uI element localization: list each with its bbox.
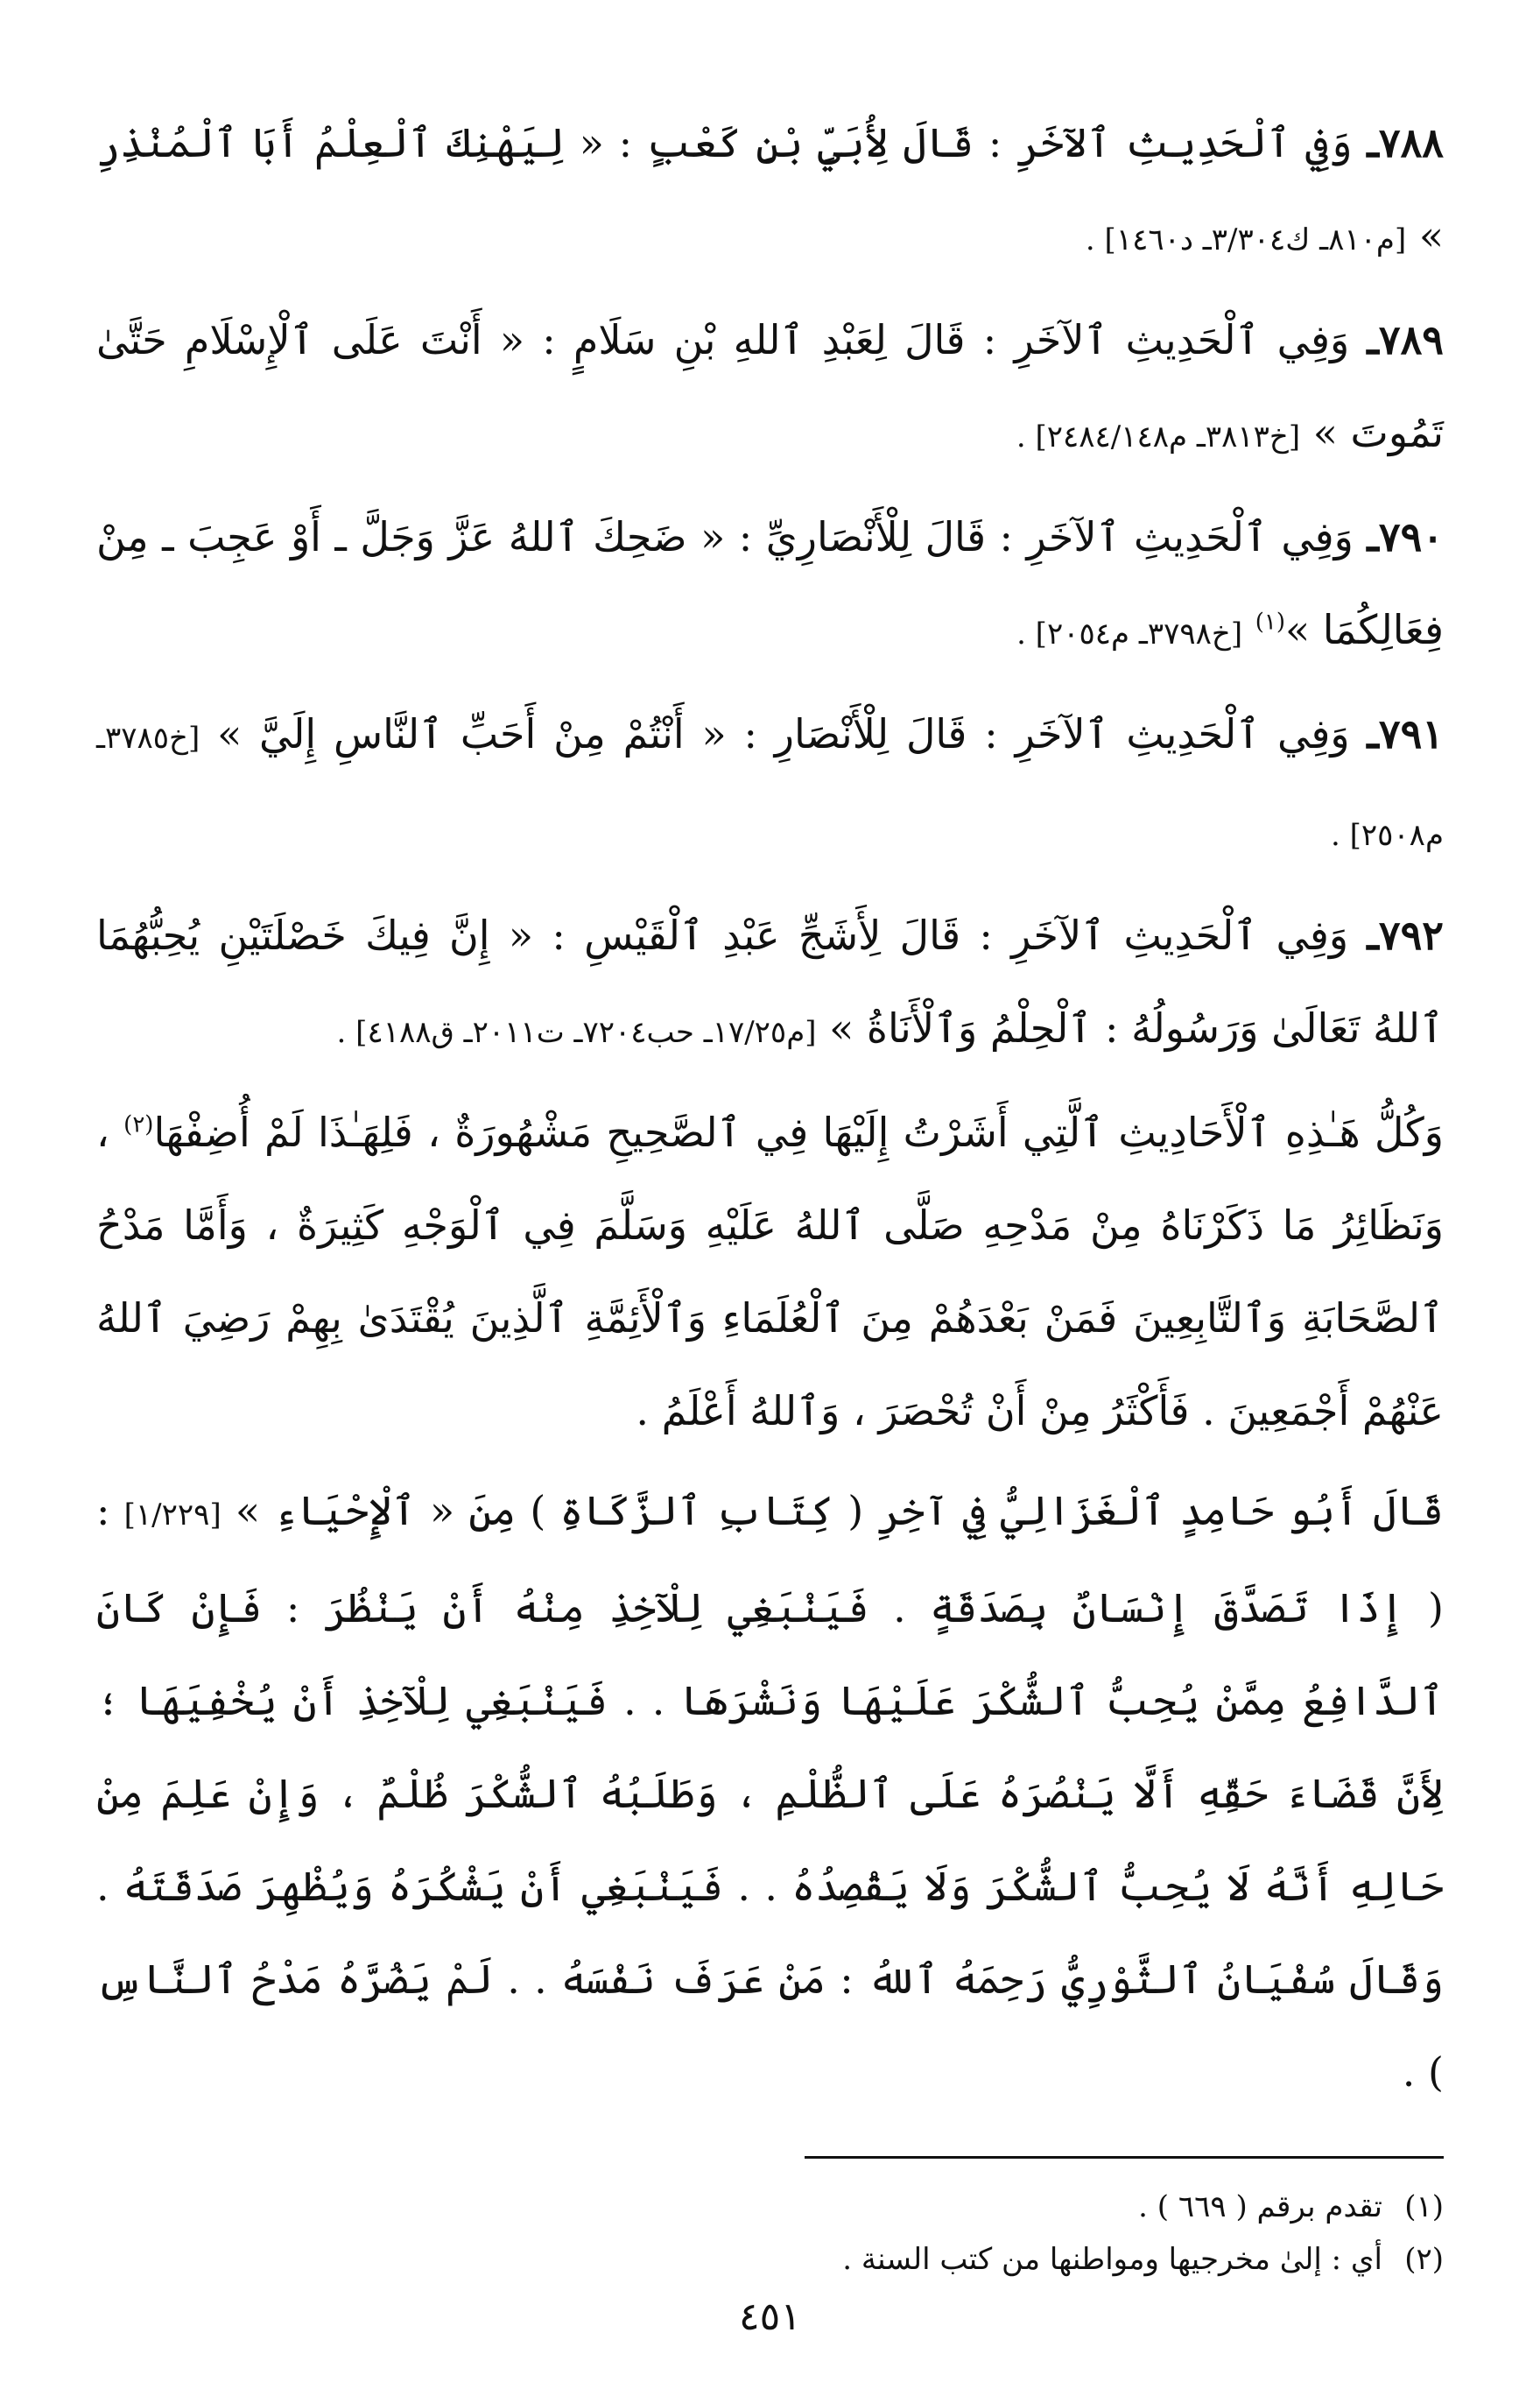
hadith-reference: [خ٣٧٨٥ـ م٢٥٠٨] . bbox=[96, 721, 1444, 853]
hadith-number: ٧٩١ـ bbox=[1367, 710, 1445, 758]
hadith-789 bbox=[96, 293, 1444, 483]
footnote-marker[interactable]: (٢) bbox=[123, 1111, 154, 1138]
footnote-marker[interactable]: (١) bbox=[1255, 609, 1285, 636]
footnote-text: تقدم برقم ( ٦٦٩ ) . bbox=[1138, 2189, 1382, 2224]
hadith-792 bbox=[96, 889, 1444, 1079]
hadith-number: ٧٩٢ـ bbox=[1367, 912, 1444, 959]
hadith-790 bbox=[96, 490, 1444, 680]
commentary-text-b: ، وَنَظَائِرُ مَا ذَكَرْنَاهُ مِنْ مَدْحِهِ صَلَّى ٱللهُ عَلَيْهِ وَسَلَّمَ فِي ٱلْوَجْهِ كَثِيرَةٌ ، وَأَمَّا مَدْحُ ٱلصَّحَابَةِ وَٱلتَّابِعِينَ فَمَنْ بَعْدَهُمْ مِنَ ٱلْعُلَمَاءِ وَٱلْأَئِمَّةِ ٱلَّذِينَ يُقْتَدَىٰ بِهِمْ رَضِيَ ٱللهُ عَنْهُمْ أَجْمَعِينَ . فَأَكْثَرُ مِنْ أَنْ تُحْصَرَ ، وَٱللهُ أَعْلَمُ . bbox=[96, 1109, 1444, 1434]
commentary-text-a: وَكُلُّ هَـٰذِهِ ٱلْأَحَادِيثِ ٱلَّتِي أَشَرْتُ إِلَيْهَا فِي ٱلصَّحِيحِ مَشْهُورَةٌ ، فَلِهَـٰذَا لَمْ أُضِفْهَا bbox=[153, 1109, 1444, 1156]
hadith-reference: [خ٣٨١٣ـ م٢٤٨٤/١٤٨] . bbox=[1016, 419, 1301, 455]
quote-reference: [١/٢٢٩] bbox=[123, 1497, 222, 1533]
hadith-text: وَفِي ٱلْحَدِيثِ ٱلآخَرِ : قَالَ لِأُبَيِّ بْنِ كَعْبٍ : « لِيَهْنِكَ ٱلْعِلْمُ أَبَا ٱلْمُنْذِرِ » bbox=[96, 119, 1444, 259]
hadith-791 bbox=[96, 687, 1444, 882]
footnote-divider bbox=[805, 2156, 1444, 2159]
hadith-number: ٧٨٨ـ bbox=[1367, 119, 1444, 166]
footnote-number: (١) bbox=[1404, 2189, 1444, 2224]
footnote-2 bbox=[96, 2233, 1444, 2286]
hadith-reference: [م١٧/٢٥ـ حب٧٢٠٤ـ ت٢٠١١ـ ق٤١٨٨] . bbox=[336, 1015, 817, 1050]
hadith-number: ٧٩٠ـ bbox=[1367, 513, 1444, 560]
hadith-text: وَفِي ٱلْحَدِيثِ ٱلآخَرِ : قَالَ لِلْأَنْصَارِيِّ : « ضَحِكَ ٱللهُ عَزَّ وَجَلَّ ـ أَوْ عَجِبَ ـ مِنْ فِعَالِكُمَا » bbox=[96, 513, 1444, 653]
ghazali-quote-paragraph bbox=[96, 1464, 1444, 2118]
commentary-paragraph bbox=[96, 1086, 1444, 1457]
quote-intro: قَالَ أَبُو حَامِدٍ ٱلْغَزَالِيُّ فِي آخِرِ ( كِتَابِ ٱلزَّكَاةِ ) مِنَ « ٱلْإِحْيَاءِ » bbox=[235, 1487, 1445, 1534]
hadith-text: وَفِي ٱلْحَدِيثِ ٱلآخَرِ : قَالَ لِلْأَنْصَارِ : « أَنْتُمْ مِنْ أَحَبِّ ٱلنَّاسِ إِلَيَّ » bbox=[217, 710, 1350, 758]
hadith-788 bbox=[96, 96, 1444, 286]
hadith-text: وَفِي ٱلْحَدِيثِ ٱلآخَرِ : قَالَ لِأَشَجِّ عَبْدِ ٱلْقَيْسِ : « إِنَّ فِيكَ خَصْلَتَيْنِ يُحِبُّهُمَا ٱللهُ تَعَالَىٰ وَرَسُولُهُ : ٱلْحِلْمُ وَٱلْأَنَاةُ » bbox=[96, 912, 1444, 1052]
hadith-reference: [م٨١٠ـ ك٣/٣٠٤ـ د١٤٦٠] . bbox=[1085, 222, 1407, 257]
hadith-number: ٧٨٩ـ bbox=[1367, 316, 1444, 363]
quote-text: : ( إِذَا تَصَدَّقَ إِنْسَانٌ بِصَدَقَةٍ . فَيَنْبَغِي لِلْآخِذِ مِنْهُ أَنْ يَنْظُرَ : فَإِنْ كَانَ ٱلدَّافِعُ مِمَّنْ يُحِبُّ ٱلشُّكْرَ عَلَيْهَا وَنَشْرَهَا . . فَيَنْبَغِي لِلْآخِذِ أَنْ يُخْفِيَهَا ؛ لِأَنَّ قَضَاءَ حَقِّهِ أَلَّا يَنْصُرَهُ عَلَى ٱلظُّلْمِ ، وَطَلَبُهُ ٱلشُّكْرَ ظُلْمٌ ، وَإِنْ عَلِمَ مِنْ حَالِهِ أَنَّهُ لَا يُحِبُّ ٱلشُّكْرَ وَلَا يَقْصِدُهُ . . فَيَنْبَغِي أَنْ يَشْكُرَهُ وَيُظْهِرَ صَدَقَتَهُ . وَقَالَ سُفْيَانُ ٱلثَّوْرِيُّ رَحِمَهُ ٱللهُ : مَنْ عَرَفَ نَفْسَهُ . . لَمْ يَضُرَّهُ مَدْحُ ٱلنَّاسِ ) . bbox=[96, 1487, 1444, 2096]
footnote-number: (٢) bbox=[1404, 2242, 1444, 2277]
page-number: ٤٥١ bbox=[739, 2294, 801, 2339]
footnote-1 bbox=[96, 2181, 1444, 2233]
hadith-text: وَفِي ٱلْحَدِيثِ ٱلآخَرِ : قَالَ لِعَبْدِ ٱللهِ بْنِ سَلَامٍ : « أَنْتَ عَلَى ٱلْإِسْلَامِ حَتَّىٰ تَمُوتَ » bbox=[96, 316, 1444, 456]
hadith-reference: [خ٣٧٩٨ـ م٢٠٥٤] . bbox=[1016, 617, 1243, 652]
footnote-text: أي : إلىٰ مخرجيها ومواطنها من كتب السنة . bbox=[842, 2242, 1382, 2277]
main-text bbox=[96, 96, 1444, 2118]
footnotes bbox=[96, 2181, 1444, 2286]
